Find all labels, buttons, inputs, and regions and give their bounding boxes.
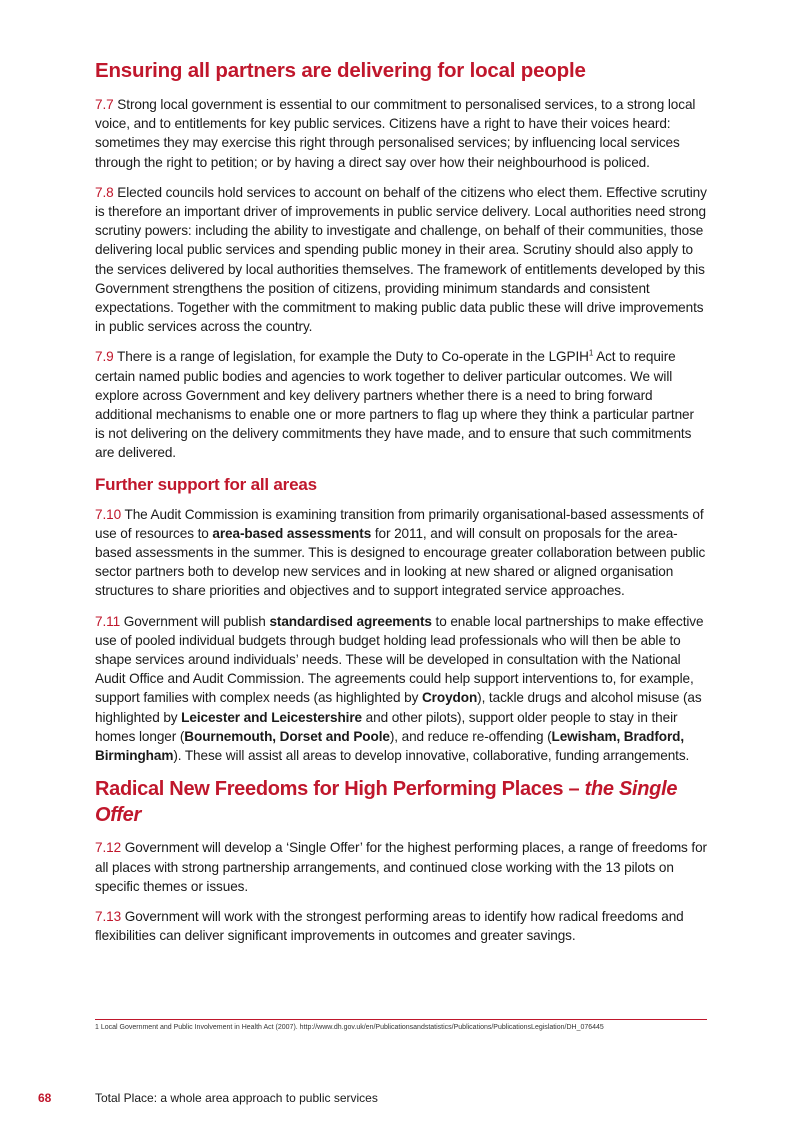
- paragraph-number: 7.7: [95, 97, 114, 112]
- link-leicester[interactable]: Leicester and Leicestershire: [181, 709, 362, 725]
- footer-title: Total Place: a whole area approach to public services: [95, 1091, 378, 1105]
- page-number: 68: [38, 1091, 52, 1105]
- paragraph-7-10: [95, 505, 707, 601]
- paragraph-number: 7.12: [95, 840, 122, 856]
- paragraph-number: 7.10: [95, 506, 122, 522]
- paragraph-text: Government will develop a ‘Single Offer’ for the highest performing places, a range of freedoms for all places with strong partnership arrangements, and continued close working with the 13 pilots on specific themes or issues.: [95, 840, 707, 894]
- paragraph-number: 7.13: [95, 908, 122, 924]
- paragraph-text: ), and reduce re-offending (: [389, 728, 552, 744]
- paragraph-7-12: [95, 838, 707, 896]
- link-standardised-agreements[interactable]: standardised agreements: [269, 613, 432, 629]
- heading-emphasis: the Single Offer: [95, 778, 678, 827]
- footnote: 1 Local Government and Public Involvement in Health Act (2007). http://www.dh.gov.uk/en/Publicationsandstatistics/Publications/PublicationsLegislation/DH_076445: [95, 1024, 604, 1031]
- paragraph-7-8: [95, 183, 707, 337]
- main-content: [95, 58, 707, 956]
- paragraph-text: ). These will assist all areas to develop innovative, collaborative, funding arrangements.: [173, 748, 690, 764]
- paragraph-text: Government will work with the strongest performing areas to identify how radical freedoms and flexibilities can deliver significant improvements in outcomes and greater savings.: [95, 908, 684, 944]
- paragraph-text: to enable local partnerships to make effective use of pooled individual budgets through budget holding lead professionals who will then be able to shape services around individuals’ needs. These will be developed in consultation with the National Audit Office and Audit Commission. The agreements could help support interventions to, for example, support families with complex needs (as highlighted by: [95, 613, 704, 706]
- heading-radical-freedoms: [95, 776, 707, 828]
- heading-partners-delivering: Ensuring all partners are delivering for local people: [95, 59, 586, 82]
- paragraph-text: Strong local government is essential to our commitment to personalised services, to a strong local voice, and to entitlements for key public services. Citizens have a right to have their voices heard: sometimes they may exercise this right through personalised services; by influencing local services through the right to petition; or by having a direct say over how their neighbourhood is policed.: [95, 97, 696, 170]
- paragraph-text: Government will publish: [123, 613, 270, 629]
- paragraph-text: The Audit Commission is examining transition from primarily organisational-based assessments of use of resources to: [95, 506, 704, 541]
- footnote-divider: [95, 1019, 707, 1020]
- paragraph-text: and other pilots), support older people to stay in their homes longer (: [95, 709, 678, 744]
- paragraph-7-13: [95, 907, 707, 945]
- paragraph-text: Elected councils hold services to account on behalf of the citizens who elect them. Effective scrutiny is therefore an important driver of improvements in public service delivery. Local authorities need strong scrutiny powers: including the ability to investigate and challenge, on behalf of their communities, those delivering local public services and spending public money in their area. Scrutiny should also apply to the services delivered by local authorities themselves. The framework of entitlements developed by this Government strengthens the position of citizens, providing minimum standards and consistent expectations. Together with the commitment to making public data public these will drive improvements in public services across the country.: [95, 184, 707, 335]
- paragraph-text: ), tackle drugs and alcohol misuse (as highlighted by: [95, 690, 702, 725]
- link-area-based-assessments[interactable]: area-based assessments: [212, 525, 372, 541]
- heading-text: Radical New Freedoms for High Performing Places –: [95, 778, 585, 801]
- paragraph-text: Act to require certain named public bodies and agencies to work together to deliver particular outcomes. We will explore across Government and key delivery partners whether there is a need to bring forward additional mechanisms to enable one or more partners to flag up where they think a particular partner is not delivering on the delivery commitments they have made, and to ensure that such commitments are delivered.: [95, 349, 694, 461]
- link-croydon[interactable]: Croydon: [421, 690, 478, 706]
- footnote-ref[interactable]: 1: [588, 348, 594, 358]
- paragraph-text: for 2011, and will consult on proposals for the area-based assessments in the summer. This is designed to encourage greater collaboration between public sector partners both to develop new services and in looking at new shared or aligned organisation structures to share priorities and objectives and to support integrated service approaches.: [95, 525, 706, 599]
- paragraph-7-9: [95, 347, 707, 462]
- link-bournemouth[interactable]: Bournemouth, Dorset and Poole: [184, 728, 390, 744]
- paragraph-number: 7.8: [95, 184, 114, 200]
- paragraph-7-7: [95, 95, 707, 172]
- paragraph-number: 7.11: [95, 613, 121, 629]
- paragraph-text: There is a range of legislation, for example the Duty to Co-operate in the LGPIH: [117, 349, 589, 365]
- paragraph-7-11: [95, 612, 707, 766]
- heading-further-support: Further support for all areas: [95, 474, 317, 494]
- paragraph-number: 7.9: [95, 349, 114, 365]
- link-lewisham[interactable]: Lewisham, Bradford, Birmingham: [95, 728, 685, 764]
